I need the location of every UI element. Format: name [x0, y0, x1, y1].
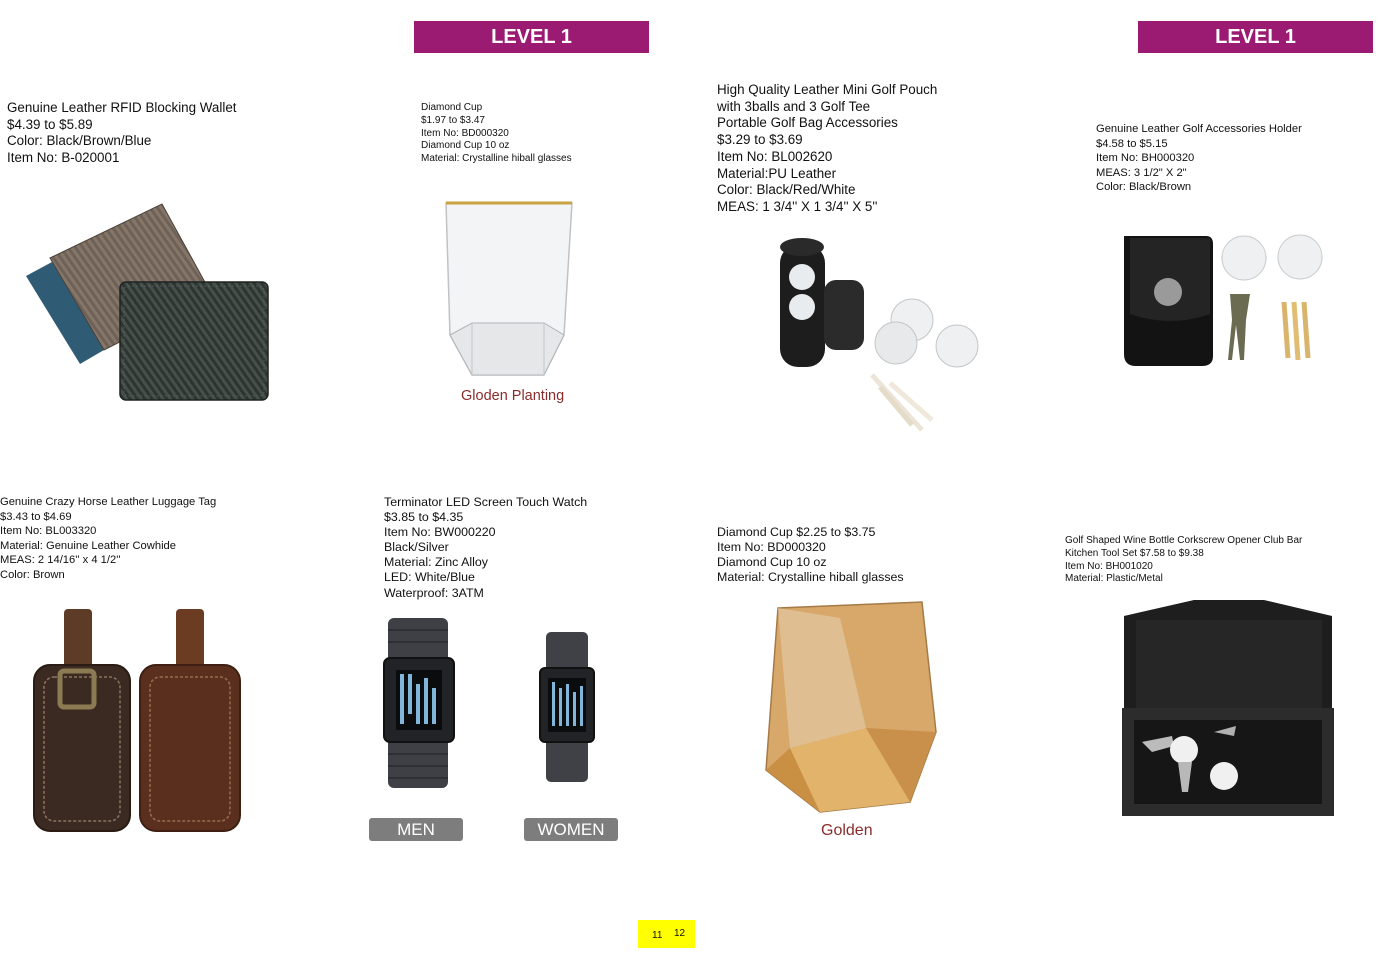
caption-gloden-planting: Gloden Planting	[461, 388, 565, 404]
women-watch-image	[536, 632, 602, 792]
product-diamond-cup-golden-info: Diamond Cup $2.25 to $3.75 Item No: BD000320 Diamond Cup 10 oz Material: Crystalline hiball glasses	[717, 525, 904, 585]
product-corkscrew-info: Golf Shaped Wine Bottle Corkscrew Opener Club Bar Kitchen Tool Set $7.58 to $9.38 Item No: BH001020 Material: Plastic/Metal	[1065, 535, 1303, 585]
level-banner-right: LEVEL 1	[1138, 21, 1373, 53]
corkscrew-set-image	[1118, 596, 1340, 821]
product-diamond-cup-info: Diamond Cup $1.97 to $3.47 Item No: BD000320 Diamond Cup 10 oz Material: Crystalline hiball glasses	[421, 102, 572, 165]
caption-golden: Golden	[821, 822, 873, 839]
page-number-box	[638, 920, 695, 948]
wallet-image	[22, 200, 272, 405]
product-wallet-info: Genuine Leather RFID Blocking Wallet $4.39 to $5.89 Color: Black/Brown/Blue Item No: B-020001	[7, 100, 237, 166]
product-golf-holder-info: Genuine Leather Golf Accessories Holder $4.58 to $5.15 Item No: BH000320 MEAS: 3 1/2" X 2" Color: Black/Brown	[1096, 123, 1302, 194]
page-number-right: 12	[674, 928, 686, 939]
product-luggage-tag-info: Genuine Crazy Horse Leather Luggage Tag $3.43 to $4.69 Item No: BL003320 Material: Genuine Leather Cowhide MEAS: 2 14/16'' x 4 1/2'' Color: Brown	[0, 496, 217, 581]
women-label: WOMEN	[524, 818, 618, 841]
men-label: MEN	[369, 818, 463, 841]
level-banner-left: LEVEL 1	[414, 21, 649, 53]
product-golf-pouch-info: High Quality Leather Mini Golf Pouch with 3balls and 3 Golf Tee Portable Golf Bag Accessories $3.29 to $3.69 Item No: BL002620 Material:PU Leather Color: Black/Red/White MEAS: 1 3/4'' X 1 3/4'' X 5''	[717, 82, 938, 214]
men-watch-image	[378, 618, 468, 798]
golf-pouch-image	[772, 225, 982, 440]
golf-holder-image	[1118, 230, 1340, 370]
page-number-left: 11	[652, 930, 663, 941]
clear-diamond-cup-image	[432, 195, 584, 390]
golden-diamond-cup-image	[760, 598, 940, 820]
luggage-tag-image	[24, 605, 246, 837]
product-watch-info: Terminator LED Screen Touch Watch $3.85 to $4.35 Item No: BW000220 Black/Silver Material: Zinc Alloy LED: White/Blue Waterproof: 3ATM	[384, 495, 588, 600]
